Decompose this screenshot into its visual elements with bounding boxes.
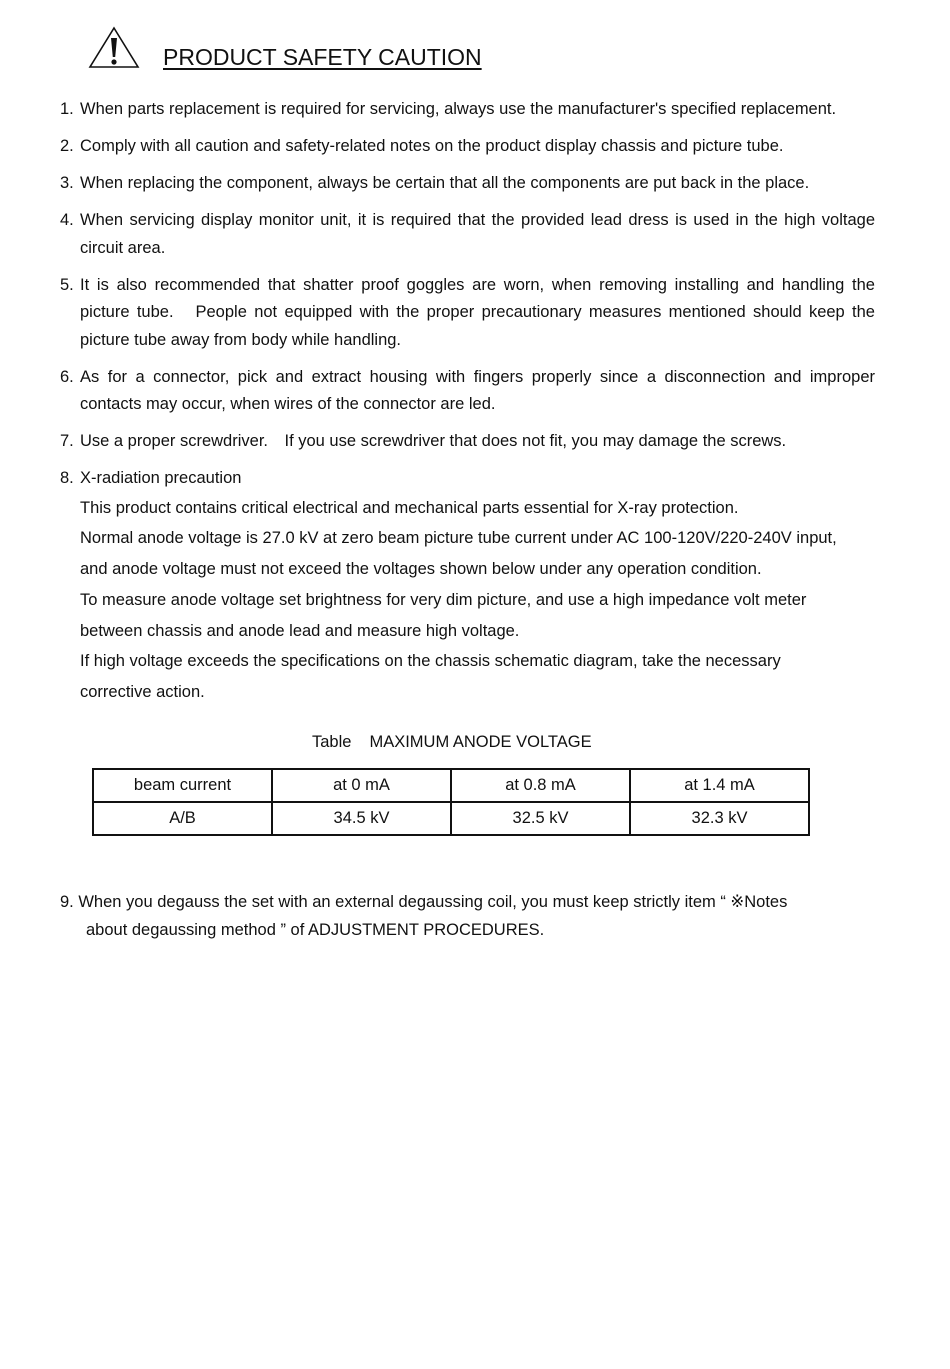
list-item xyxy=(60,364,875,419)
item-text: When servicing display monitor unit, it is required that the provided lead dress is used in the high voltage circuit area. xyxy=(80,211,875,257)
xray-paragraph xyxy=(80,493,875,709)
xray-line: Normal anode voltage is 27.0 kV at zero beam picture tube current under AC 100-120V/220-240V input, xyxy=(80,529,837,548)
list-item xyxy=(60,207,875,262)
degauss-line xyxy=(60,888,860,916)
list-item xyxy=(60,428,875,456)
table-caption xyxy=(312,733,592,752)
item-number: 8. xyxy=(60,469,74,487)
item-number: 6. xyxy=(60,367,74,386)
table-cell: 32.3 kV xyxy=(630,802,809,835)
degauss-text-line1: When you degauss the set with an external degaussing coil, you must keep strictly item “ ※Notes xyxy=(78,893,788,911)
page-title: PRODUCT SAFETY CAUTION xyxy=(163,44,482,70)
table-caption-title: MAXIMUM ANODE VOLTAGE xyxy=(369,733,592,751)
warning-triangle-icon xyxy=(88,26,140,70)
table-caption-prefix: Table xyxy=(312,733,352,751)
item-text: Comply with all caution and safety-related notes on the product display chassis and picture tube. xyxy=(80,137,784,155)
xray-line: and anode voltage must not exceed the voltages shown below under any operation condition. xyxy=(80,560,762,579)
table-header-cell: at 0 mA xyxy=(272,769,451,802)
table-cell: 34.5 kV xyxy=(272,802,451,835)
item-number: 9. xyxy=(60,893,74,911)
item-text: As for a connector, pick and extract housing with fingers properly since a disconnection and improper contacts may occur, when wires of the connector are led. xyxy=(80,367,875,413)
xray-heading: X-radiation precaution xyxy=(80,469,242,487)
xray-item xyxy=(60,465,875,708)
table-header-row xyxy=(93,769,809,802)
item-number: 1. xyxy=(60,100,74,118)
item-number: 4. xyxy=(60,211,74,229)
item-number: 2. xyxy=(60,137,74,155)
item-number: 5. xyxy=(60,275,74,294)
degauss-item xyxy=(60,888,860,944)
item-text: When parts replacement is required for servicing, always use the manufacturer's specified replacement. xyxy=(80,100,837,118)
xray-line: corrective action. xyxy=(80,683,205,702)
degauss-text-line2: about degaussing method ” of ADJUSTMENT PROCEDURES. xyxy=(86,921,545,939)
xray-line: This product contains critical electrical and mechanical parts essential for X-ray protection. xyxy=(80,498,739,517)
xray-body xyxy=(80,465,875,708)
item-number: 7. xyxy=(60,432,74,450)
item-text: It is also recommended that shatter proof goggles are worn, when removing installing and handling the picture tube. People not equipped with the proper precautionary measures mentioned should keep the picture tube away from body while handling. xyxy=(80,275,875,349)
table-header-cell: at 0.8 mA xyxy=(451,769,630,802)
xray-line: between chassis and anode lead and measure high voltage. xyxy=(80,621,520,640)
table-header-cell: at 1.4 mA xyxy=(630,769,809,802)
item-text: Use a proper screwdriver. If you use screwdriver that does not fit, you may damage the screws. xyxy=(80,432,787,450)
item-text: When replacing the component, always be certain that all the components are put back in the place. xyxy=(80,174,810,192)
table-cell: 32.5 kV xyxy=(451,802,630,835)
list-item xyxy=(60,96,875,124)
xray-line: If high voltage exceeds the specifications on the chassis schematic diagram, take the necessary xyxy=(80,652,781,671)
caution-list xyxy=(60,96,875,718)
xray-line: To measure anode voltage set brightness for very dim picture, and use a high impedance volt meter xyxy=(80,590,807,609)
list-item xyxy=(60,170,875,198)
table-header-cell: beam current xyxy=(93,769,272,802)
table-row xyxy=(93,802,809,835)
list-item xyxy=(60,133,875,161)
table-cell: A/B xyxy=(93,802,272,835)
list-item xyxy=(60,272,875,355)
item-number: 3. xyxy=(60,174,74,192)
anode-voltage-table xyxy=(92,768,810,836)
